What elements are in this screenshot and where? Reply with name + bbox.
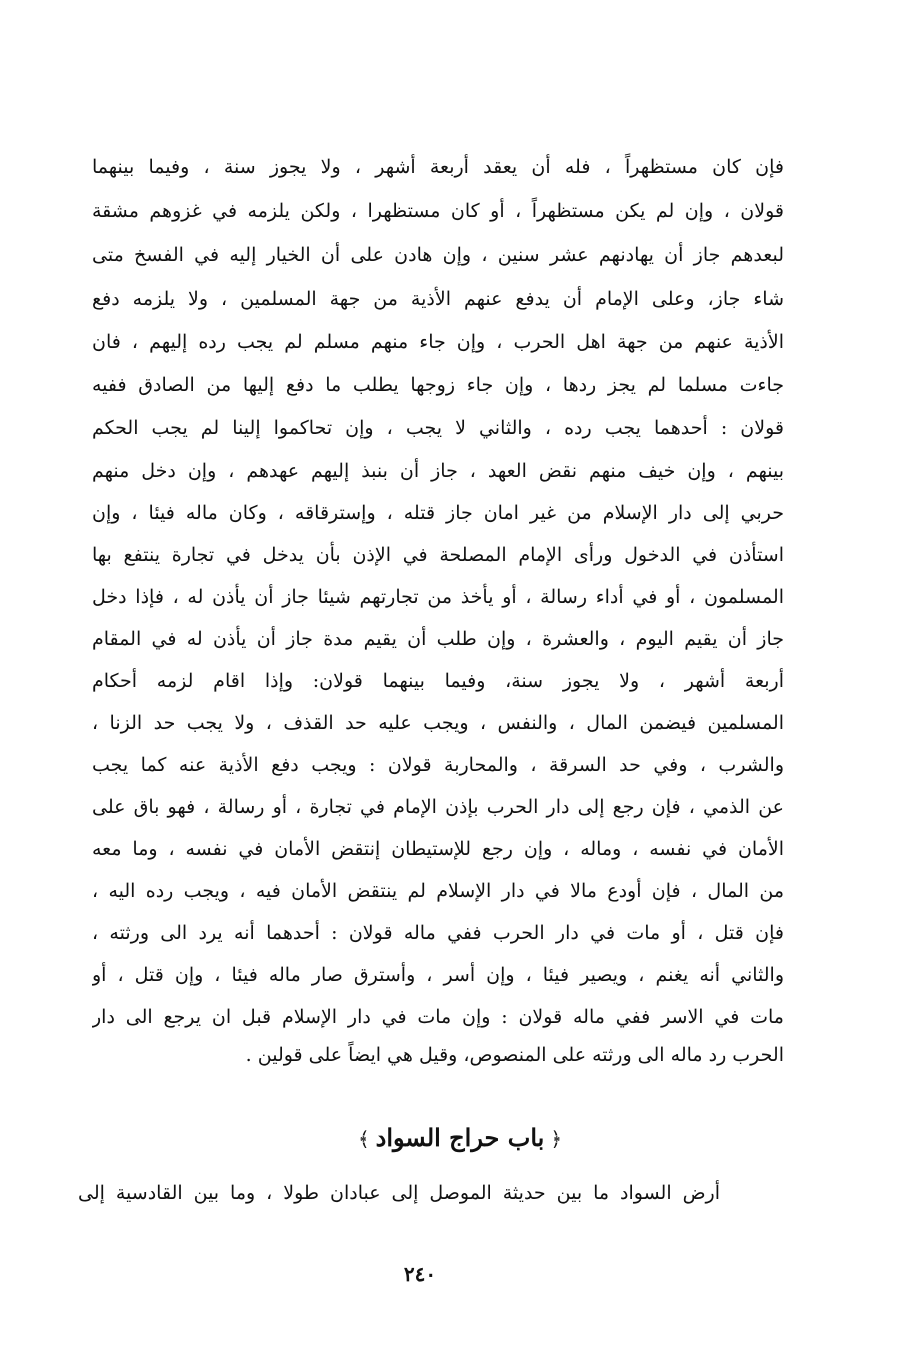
text-line: قولان ، وإن لم يكن مستظهراً ، أو كان مستظهرا ، ولكن يلزمه في غزوهم مشقة [92, 200, 784, 222]
text-line: مات في الاسر ففي ماله قولان : وإن مات في دار الإسلام قبل ان يرجع الى دار [92, 1006, 784, 1028]
text-line: فإن قتل ، أو مات في دار الحرب ففي ماله قولان : أحدهما أنه يرد الى ورثته ، [92, 922, 784, 944]
text-line: جاءت مسلما لم يجز ردها ، وإن جاء زوجها يطلب ما دفع إليها من الصادق ففيه [92, 374, 784, 396]
text-line: استأذن في الدخول ورأى الإمام المصلحة في الإذن بأن يدخل في تجارة ينتفع بها [92, 544, 784, 566]
text-line: المسلمين فيضمن المال ، والنفس ، ويجب عليه حد القذف ، ولا يجب حد الزنا ، [92, 712, 784, 734]
page-number: ٢٤٠ [403, 1262, 437, 1286]
text-line: الأذية عنهم من جهة اهل الحرب ، وإن جاء منهم مسلم لم يجب رده إليهم ، فان [92, 331, 784, 353]
text-line: حربي إلى دار الإسلام من غير امان جاز قتله ، وإسترقاقه ، وكان ماله فيئا ، وإن [92, 502, 784, 524]
text-line: من المال ، فإن أودع مالا في دار الإسلام لم ينتقض الأمان فيه ، ويجب رده اليه ، [92, 880, 784, 902]
text-line: لبعدهم جاز أن يهادنهم عشر سنين ، وإن هادن على أن الخيار إليه في الفسخ متى [92, 244, 784, 266]
text-line: والثاني أنه يغنم ، ويصير فيئا ، وإن أسر ، وأسترق صار ماله فيئا ، وإن قتل ، أو [92, 964, 784, 986]
text-line: جاز أن يقيم اليوم ، والعشرة ، وإن طلب أن يقيم مدة جاز أن يأذن له في المقام [92, 628, 784, 650]
text-line: أربعة أشهر ، ولا يجوز سنة، وفيما بينهما قولان: وإذا اقام لزمه أحكام [92, 670, 784, 692]
text-line: المسلمون ، أو في أداء رسالة ، أو يأخذ من تجارتهم شيئا جاز أن يأذن له ، فإذا دخل [92, 586, 784, 608]
text-line-last: الحرب رد ماله الى ورثته على المنصوص، وقيل هي ايضاً على قولين . [245, 1044, 784, 1066]
ornament-bracket-right: ﴿ [550, 1127, 563, 1151]
text-line: فإن كان مستظهراً ، فله أن يعقد أربعة أشهر ، ولا يجوز سنة ، وفيما بينهما [92, 156, 784, 178]
section-heading [250, 1118, 670, 1159]
text-line: عن الذمي ، فإن رجع إلى دار الحرب بإذن الإمام في تجارة ، أو رسالة ، فهو باق على [92, 796, 784, 818]
text-line: والشرب ، وفي حد السرقة ، والمحاربة قولان : ويجب دفع الأذية عنه كما يجب [92, 754, 784, 776]
text-line: الأمان في نفسه ، وماله ، وإن رجع للإستيطان إنتقض الأمان في نفسه ، وما معه [92, 838, 784, 860]
text-line: شاء جاز، وعلى الإمام أن يدفع عنهم الأذية من جهة المسلمين ، ولا يلزمه دفع [92, 288, 784, 310]
text-line: قولان : أحدهما يجب رده ، والثاني لا يجب ، وإن تحاكموا إلينا لم يجب الحكم [92, 417, 784, 439]
section-heading-text: باب حراج السواد [375, 1123, 545, 1152]
ornament-bracket-left: ﴾ [357, 1127, 370, 1151]
text-line: بينهم ، وإن خيف منهم نقض العهد ، جاز أن بنبذ إليهم عهدهم ، وإن دخل منهم [92, 460, 784, 482]
text-line: أرض السواد ما بين حديثة الموصل إلى عبادان طولا ، وما بين القادسية إلى [78, 1182, 720, 1204]
